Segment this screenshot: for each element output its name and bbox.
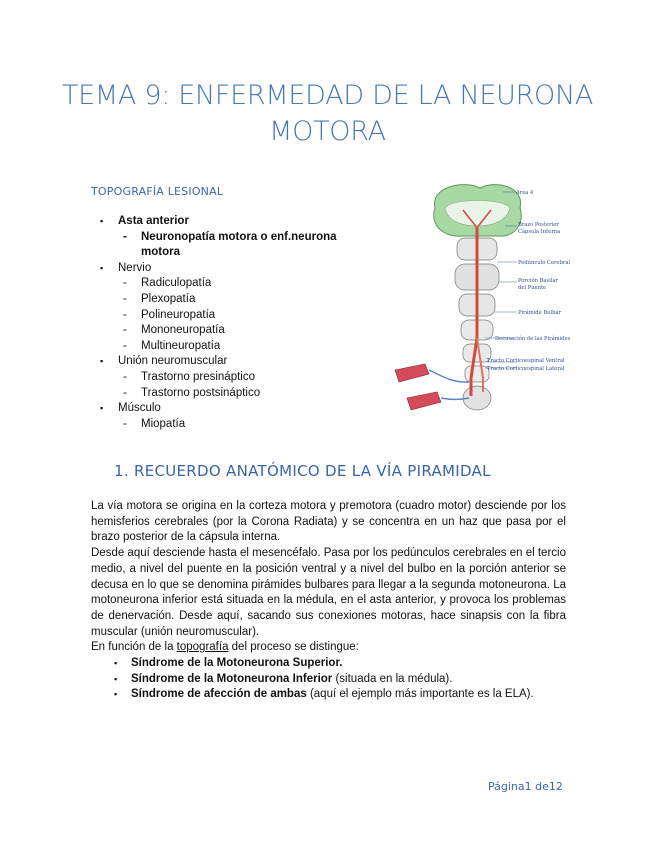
fig-label-porcion: Porción Basilar <box>518 278 559 284</box>
fig-label-ventral: Tracto Corticoespinal Ventral <box>487 358 565 364</box>
list-item: ▪ Síndrome de la Motoneurona Superior. <box>91 656 566 672</box>
body-text <box>91 499 566 656</box>
list-subitem: - Trastorno postsináptico <box>123 386 261 399</box>
syndrome-list <box>91 656 566 703</box>
paragraph: Desde aquí desciende hasta el mesencéfalo. Pasa por los pedúnculos cerebrales en el tercio medio, a nivel del puente en la posición ventral y a nivel del bulbo en la porción anterior se decusa en lo que se denomina pirámides bulbares para llegar a la segunda motoneurona. La motoneurona inferior está situada en la médula, en el asta anterior, y provoca los problemas de denervación. Desde aquí, sacando sus conexiones motoras, hace sinapsis con la fibra muscular (unión neuromuscular). <box>91 547 566 638</box>
page-title <box>0 78 655 150</box>
list-subitem: - Multineuropatía <box>123 339 221 352</box>
list-subitem: - Neuronopatía motora o enf.neurona <box>123 230 337 243</box>
fig-label-decusacion: Decusación de las Pirámides <box>495 336 571 342</box>
list-subitem: - Plexopatía <box>123 292 196 305</box>
fig-label-pedunculo: Pedúnculo Cerebral <box>518 260 571 266</box>
list-item: ▪ Síndrome de afección de ambas (aquí el ejemplo más importante es la ELA). <box>91 687 566 703</box>
list-item: ▪ Unión neuromuscular <box>91 354 381 370</box>
list-subitem: - Mononeuropatía <box>123 324 225 337</box>
pyramidal-tract-illustration <box>385 178 575 418</box>
list-subitem: - Polineuropatía <box>123 308 216 321</box>
list-subitem: - Radiculopatía <box>123 277 212 290</box>
list-subitem: - Miopatía <box>123 417 186 430</box>
fig-label-lateral: Tracto Corticoespinal Lateral <box>487 366 565 372</box>
page-number: Página1 de12 <box>488 780 563 793</box>
fig-label-brazo: Brazo Posterior <box>518 222 559 228</box>
list-subitem: motora <box>141 246 180 259</box>
lesion-list <box>91 214 381 432</box>
section-heading: 1. RECUERDO ANATÓMICO DE LA VÍA PIRAMIDAL <box>114 462 491 480</box>
list-item: ▪ Nervio <box>91 261 381 277</box>
title-line-2: MOTORA <box>269 116 386 147</box>
fig-label-capsula: Cápsula Interna <box>518 229 561 235</box>
fig-label-puente: del Puente <box>518 285 547 291</box>
paragraph: En función de la topografía del proceso se distingue: <box>91 641 359 654</box>
fig-label-piramide: Pirámide Bulbar <box>518 310 562 316</box>
list-item: ▪ Músculo <box>91 401 381 417</box>
fig-label-area: Área 4 <box>516 190 534 196</box>
list-subitem: - Trastorno presináptico <box>123 370 255 383</box>
list-item: ▪ Síndrome de la Motoneurona Inferior (situada en la médula). <box>91 672 566 688</box>
topografia-link[interactable]: topografía <box>176 641 229 654</box>
paragraph: La vía motora se origina en la corteza motora y premotora (cuadro motor) desciende por los hemisferios cerebrales (por la Corona Radiata) y se concentra en un haz que pasa por el brazo posterior de la cápsula interna. <box>91 500 566 544</box>
list-item: ▪ Asta anterior <box>91 214 381 230</box>
section-label-topografia: TOPOGRAFÍA LESIONAL <box>91 185 224 198</box>
title-line-1: TEMA 9: ENFERMEDAD DE LA NEURONA <box>61 80 594 111</box>
